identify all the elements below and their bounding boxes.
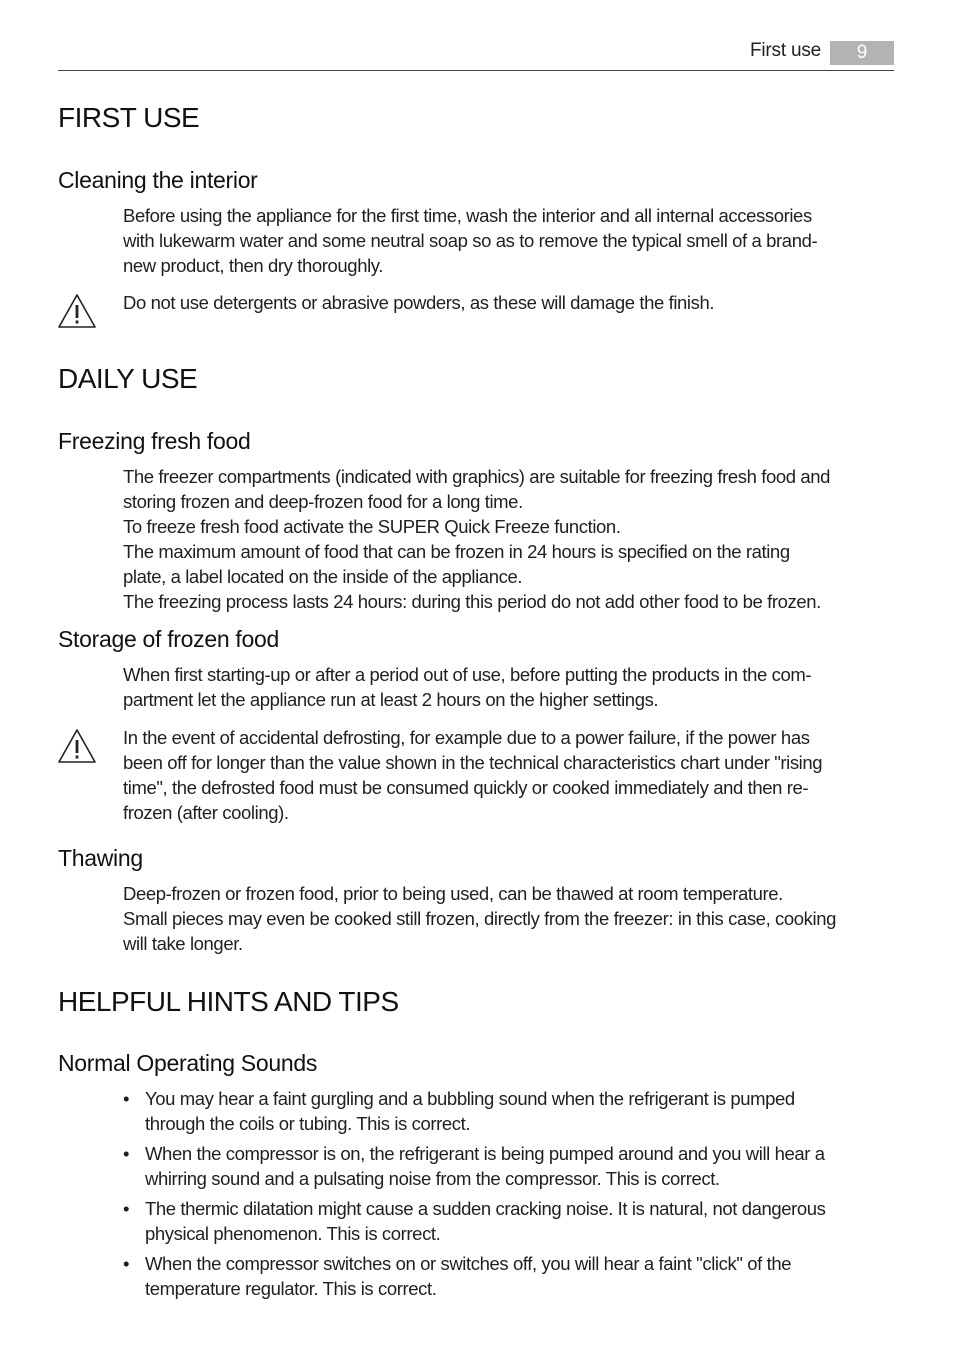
heading-normal-operating-sounds: Normal Operating Sounds — [58, 1050, 318, 1076]
heading-cleaning-interior: Cleaning the interior — [58, 167, 258, 193]
list-item: • The thermic dilatation might cause a sudden cracking noise. It is natural, not dangerous physical phenomenon. This is correct. — [123, 1198, 826, 1244]
warning-text-defrosting: In the event of accidental defrosting, for example due to a power failure, if the power has been off for longer than the value shown in the technical characteristics chart under "rising time", the defrosted food must be consumed quickly or cooked immediately and then re- frozen (after cooling). — [123, 727, 823, 823]
bullet-list-sounds — [123, 1086, 898, 1306]
list-item: • When the compressor is on, the refrigerant is being pumped around and you will hear a whirring sound and a pulsating noise from the compressor. This is correct. — [123, 1143, 825, 1189]
heading-storage-frozen-food: Storage of frozen food — [58, 626, 279, 652]
page-number-badge: 9 — [830, 41, 894, 65]
section-title-daily-use: DAILY USE — [58, 363, 198, 394]
header-rule — [58, 70, 894, 71]
section-title-helpful-hints: HELPFUL HINTS AND TIPS — [58, 986, 399, 1017]
running-header-section: First use — [750, 40, 822, 61]
section-title-first-use: FIRST USE — [58, 102, 200, 133]
bullet-icon: • — [123, 1253, 130, 1274]
list-item: • You may hear a faint gurgling and a bubbling sound when the refrigerant is pumped through the coils or tubing. This is correct. — [123, 1088, 795, 1134]
bullet-icon: • — [123, 1143, 130, 1164]
warning-triangle-icon — [57, 293, 97, 329]
bullet-icon: • — [123, 1088, 130, 1109]
list-item: • When the compressor switches on or switches off, you will hear a faint "click" of the temperature regulator. This is correct. — [123, 1253, 792, 1299]
heading-thawing: Thawing — [58, 845, 143, 871]
paragraph-thawing: Deep-frozen or frozen food, prior to being used, can be thawed at room temperature. Small pieces may even be cooked still frozen, directly from the freezer: in this case, cooking will take longer. — [123, 883, 837, 954]
paragraph-freezing: The freezer compartments (indicated with graphics) are suitable for freezing fresh food and storing frozen and deep-frozen food for a long time. To freeze fresh food activate the SUPER Quick Freeze function. The maximum amount of food that can be frozen in 24 hours is specified on the rating plate, a label located on the inside of the appliance. The freezing process lasts 24 hours: during this period do not add other food to be frozen. — [123, 466, 831, 612]
paragraph-cleaning: Before using the appliance for the first time, wash the interior and all internal accessories with lukewarm water and some neutral soap so as to remove the typical smell of a brand- new product, then dry thoroughly. — [123, 205, 818, 276]
warning-text-cleaning: Do not use detergents or abrasive powders, as these will damage the finish. — [123, 292, 715, 313]
bullet-icon: • — [123, 1198, 130, 1219]
warning-triangle-icon — [57, 728, 97, 764]
paragraph-storage: When first starting-up or after a period out of use, before putting the products in the com- partment let the appliance run at least 2 hours on the higher settings. — [123, 664, 812, 710]
heading-freezing-fresh-food: Freezing fresh food — [58, 428, 251, 454]
